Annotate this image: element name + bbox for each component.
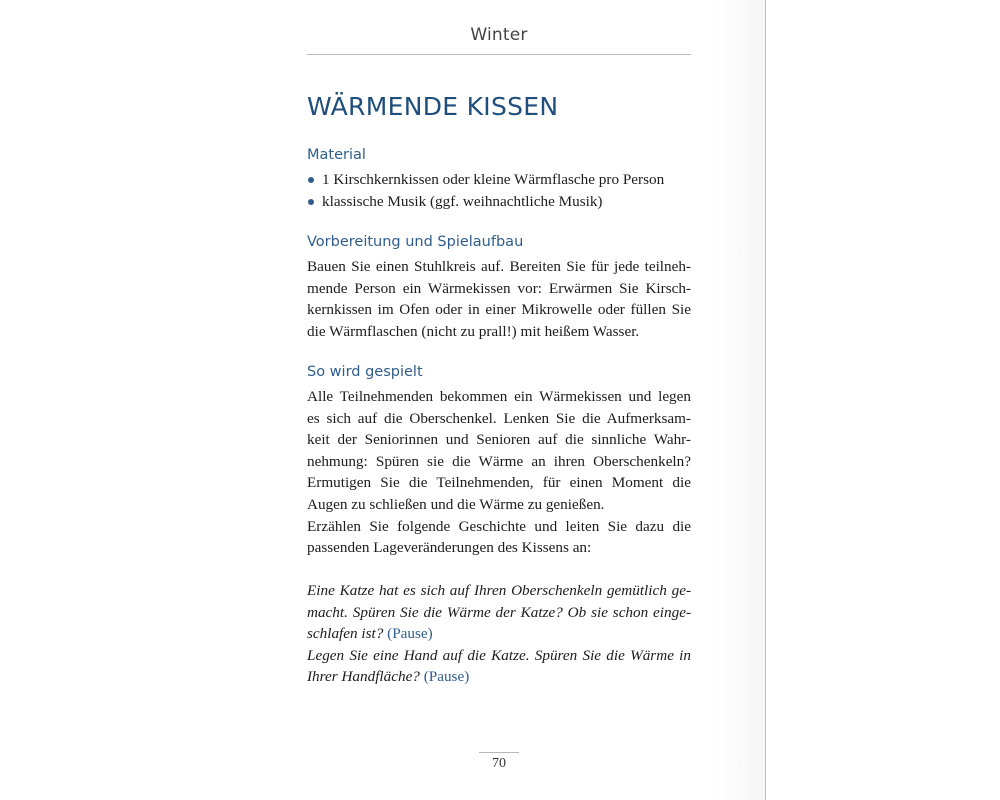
running-header: Winter xyxy=(470,25,528,45)
story-paragraph xyxy=(307,580,691,688)
list-item xyxy=(307,191,691,213)
text-line: mende Person ein Wärmekissen vor: Erwärmen Sie Kirsch- xyxy=(307,279,691,297)
pause-note: (Pause) xyxy=(423,668,470,686)
text-line: Erzählen Sie folgende Geschichte und leiten Sie dazu die xyxy=(307,517,691,535)
story-line: schlafen ist? xyxy=(307,625,384,643)
story-line: Legen Sie eine Hand auf die Katze. Spüren Sie die Wärme in xyxy=(307,646,691,664)
story-line: Eine Katze hat es sich auf Ihren Oberschenkeln gemütlich ge- xyxy=(307,582,691,599)
page-number: 70 xyxy=(492,756,506,771)
text-line: es sich auf die Oberschenkel. Lenken Sie die Aufmerksam- xyxy=(307,409,691,427)
play-heading: So wird gespielt xyxy=(307,364,423,380)
bullet-icon xyxy=(308,199,314,205)
story-line: macht. Spüren Sie die Wärme der Katze? Ob sie schon einge- xyxy=(307,603,691,621)
story-line-with-pause xyxy=(307,623,691,645)
text-line: Alle Teilnehmenden bekommen ein Wärmekissen und legen xyxy=(307,388,691,405)
text-line: nehmung: Spüren sie die Wärme an ihren Oberschenkeln? xyxy=(307,452,691,470)
material-heading: Material xyxy=(307,147,366,163)
text-line: die Wärmflaschen (nicht zu prall!) mit heißem Wasser. xyxy=(307,322,640,340)
text-line: keit der Seniorinnen und Senioren auf die sinnliche Wahr- xyxy=(307,431,691,449)
preparation-paragraph xyxy=(307,256,691,342)
page-title: WÄRMENDE KISSEN xyxy=(307,92,559,121)
list-item xyxy=(307,169,691,191)
story-line-with-pause xyxy=(307,666,691,688)
play-paragraph xyxy=(307,386,691,559)
text-line: passenden Lageveränderungen des Kissens an: xyxy=(307,539,592,557)
material-item-text: klassische Musik (ggf. weihnachtliche Musik) xyxy=(322,192,603,210)
text-line: Augen zu schließen und die Wärme zu genießen. xyxy=(307,495,605,513)
footer-divider xyxy=(479,752,519,753)
text-line: Bauen Sie einen Stuhlkreis auf. Bereiten Sie für jede teilneh- xyxy=(307,258,691,275)
material-item-text: 1 Kirschkernkissen oder kleine Wärmflasche pro Person xyxy=(322,171,665,188)
text-line: Ermutigen Sie die Teilnehmenden, für einen Moment die xyxy=(307,474,691,492)
story-line: Ihrer Handfläche? xyxy=(307,668,420,686)
pause-note: (Pause) xyxy=(387,625,433,643)
preparation-heading: Vorbereitung und Spielaufbau xyxy=(307,234,524,250)
material-list xyxy=(307,169,691,212)
bullet-icon xyxy=(308,177,314,183)
header-divider xyxy=(307,54,691,55)
text-line: kernkissen im Ofen oder in einer Mikrowelle oder füllen Sie xyxy=(307,301,691,319)
